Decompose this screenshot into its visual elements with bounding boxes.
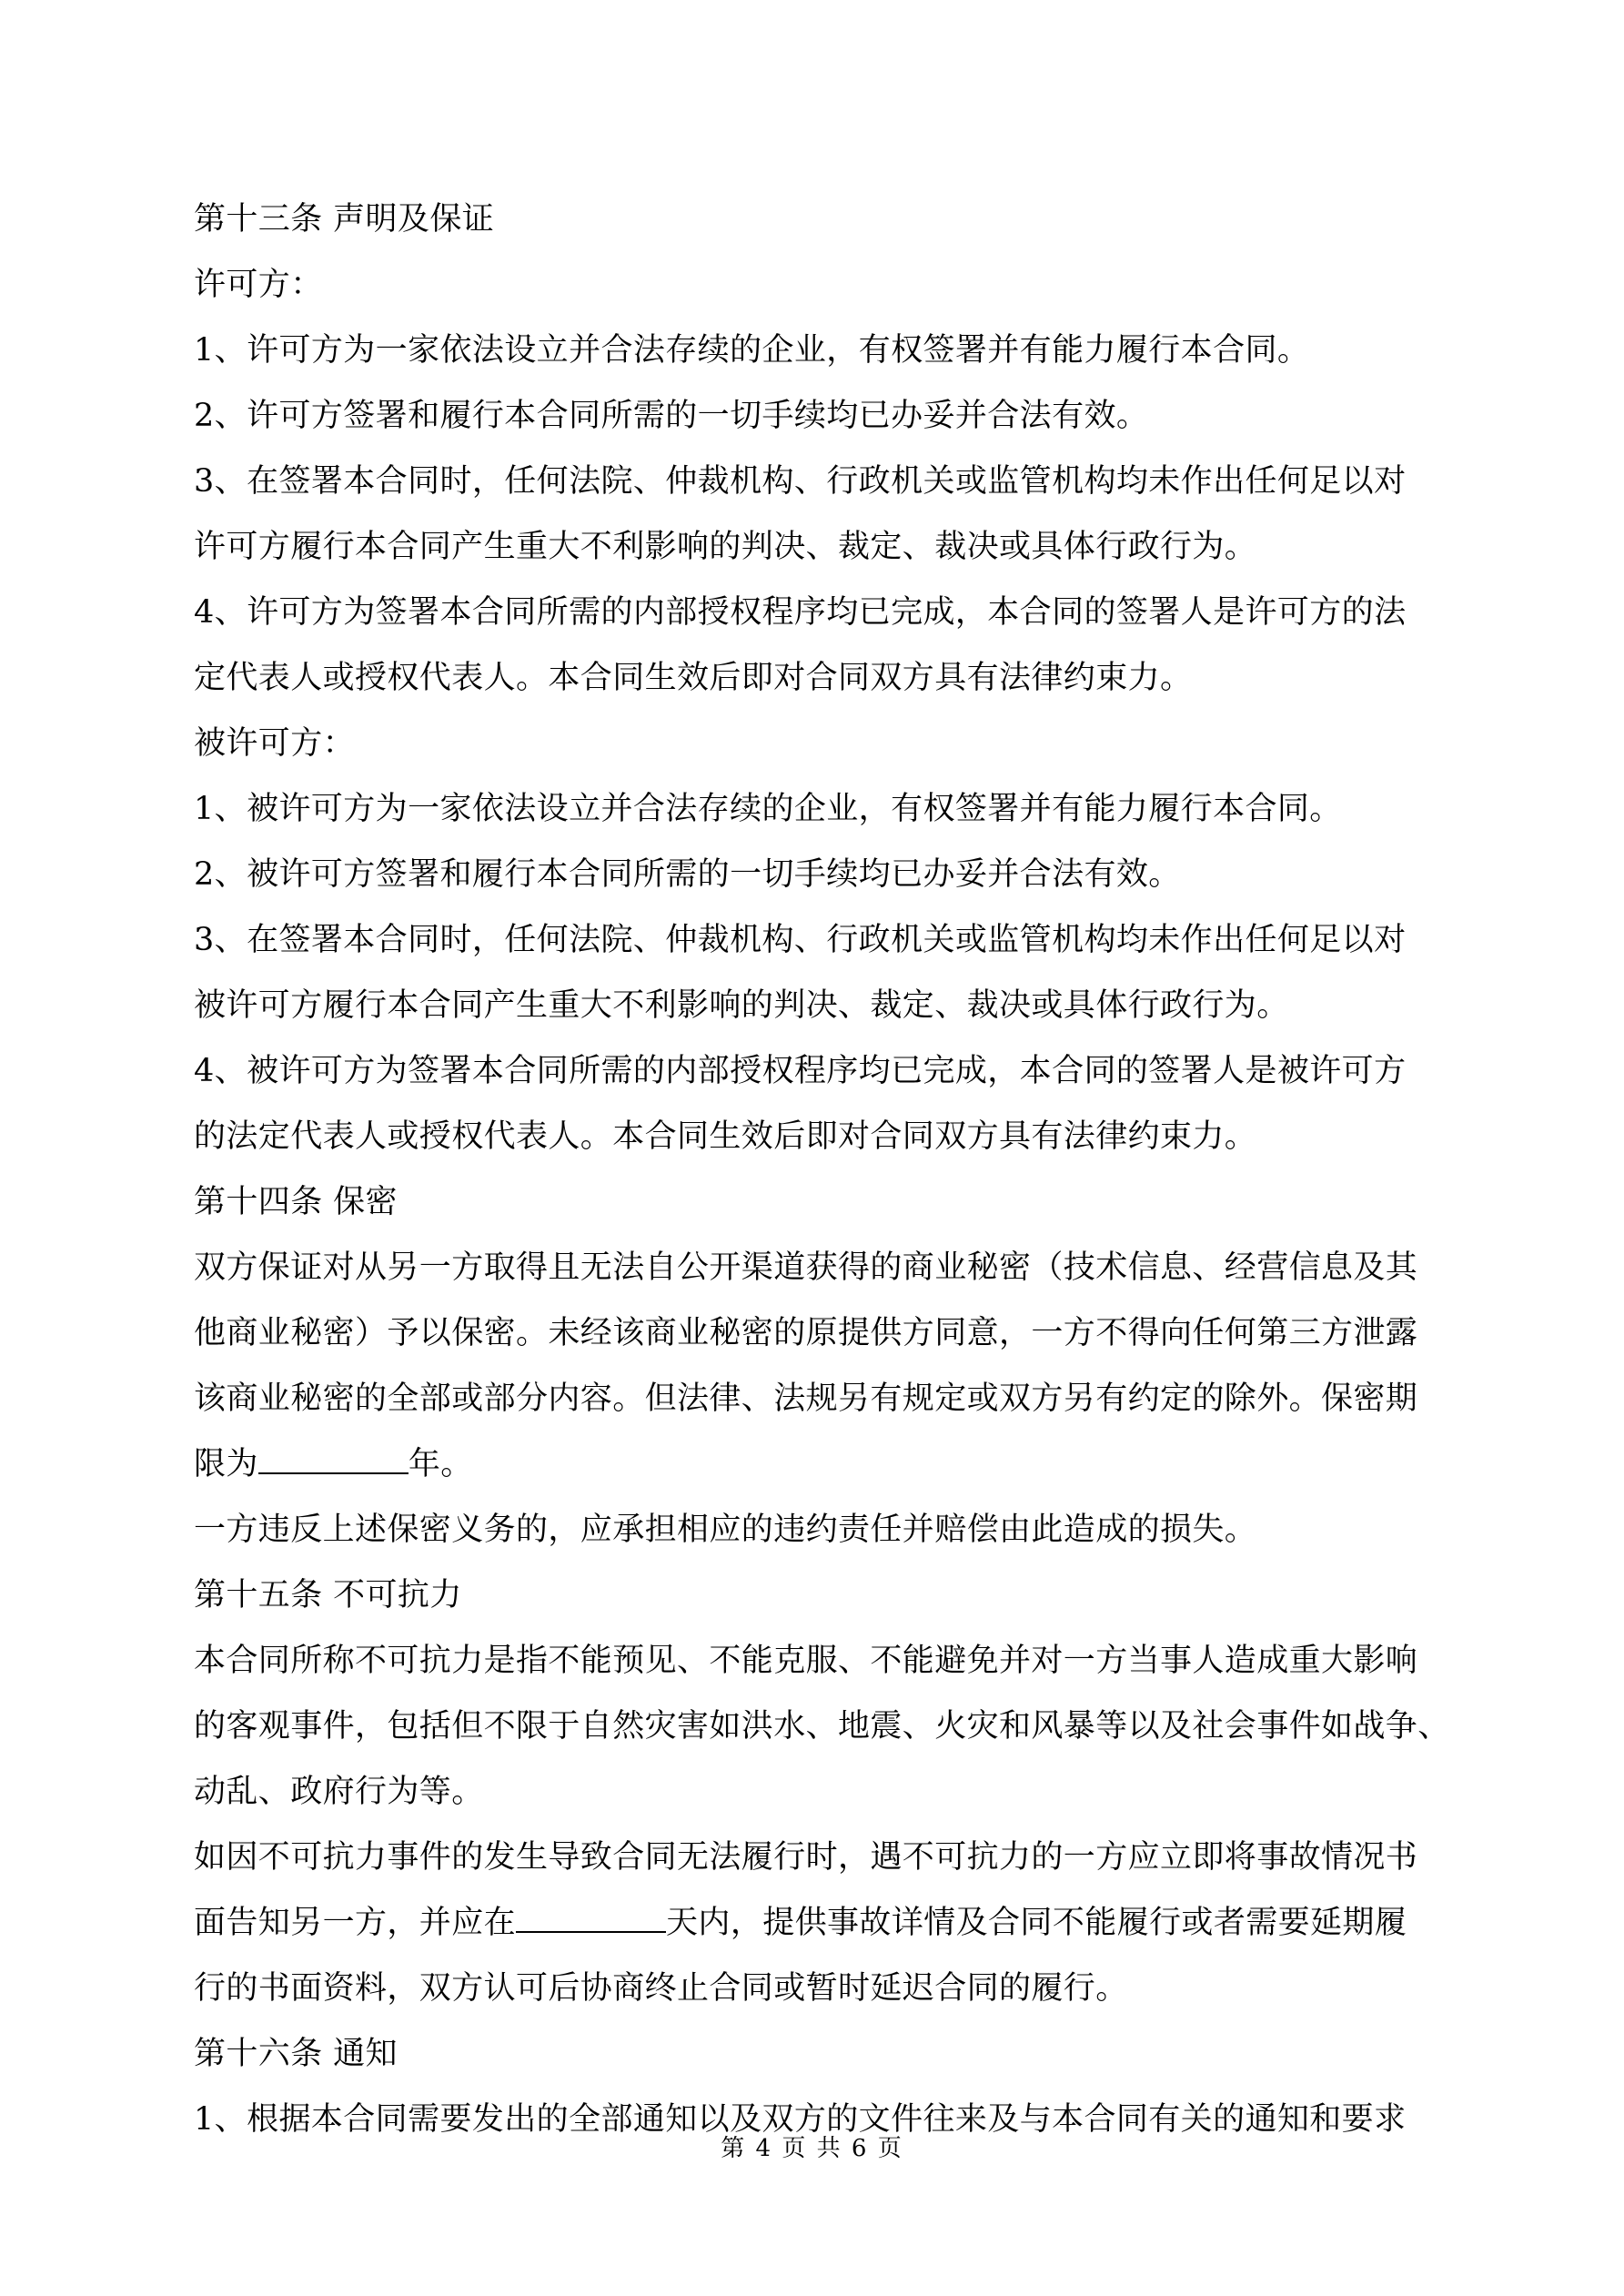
paragraph-line: 1、根据本合同需要发出的全部通知以及双方的文件往来及与本合同有关的通知和要求 [194,2101,1407,2138]
paragraph-line: 的法定代表人或授权代表人。本合同生效后即对合同双方具有法律约束力。 [194,1118,1257,1155]
paragraph-line: 1、许可方为一家依法设立并合法存续的企业，有权签署并有能力履行本合同。 [194,332,1310,369]
document-body [194,187,1449,2152]
paragraph-line: 4、许可方为签署本合同所需的内部授权程序均已完成，本合同的签署人是许可方的法 [194,594,1407,631]
licensee-label: 被许可方： [194,725,356,762]
paragraph-line: 3、在签署本合同时，任何法院、仲裁机构、行政机关或监管机构均未作出任何足以对 [194,922,1407,958]
paragraph-line: 3、在签署本合同时，任何法院、仲裁机构、行政机关或监管机构均未作出任何足以对 [194,463,1407,500]
paragraph-line: 2、被许可方签署和履行本合同所需的一切手续均已办妥并合法有效。 [194,856,1181,893]
paragraph-line: 该商业秘密的全部或部分内容。但法律、法规另有规定或双方另有约定的除外。保密期 [194,1381,1418,1417]
period-prefix: 限为 [194,1446,258,1482]
page-footer: 第 4 页 共 6 页 [721,2135,903,2162]
days-blank-field[interactable] [516,1904,666,1933]
paragraph-line: 行的书面资料，双方认可后协商终止合同或暂时延迟合同的履行。 [194,1970,1128,2007]
confidentiality-period-line [194,1431,1449,1497]
days-suffix: 天内，提供事故详情及合同不能履行或者需要延期履 [666,1905,1407,1941]
paragraph-line: 4、被许可方为签署本合同所需的内部授权程序均已完成，本合同的签署人是被许可方 [194,1053,1407,1089]
notice-days-line [194,1890,1449,1956]
article-14-heading: 第十四条 保密 [194,1184,398,1220]
paragraph-line: 的客观事件，包括但不限于自然灾害如洪水、地震、火灾和风暴等以及社会事件如战争、 [194,1708,1450,1745]
period-suffix: 年。 [408,1446,473,1482]
paragraph-line: 定代表人或授权代表人。本合同生效后即对合同双方具有法律约束力。 [194,660,1193,696]
paragraph-line: 1、被许可方为一家依法设立并合法存续的企业，有权签署并有能力履行本合同。 [194,791,1342,827]
paragraph-line: 被许可方履行本合同产生重大不利影响的判决、裁定、裁决或具体行政行为。 [194,987,1289,1024]
paragraph-line: 本合同所称不可抗力是指不能预见、不能克服、不能避免并对一方当事人造成重大影响 [194,1643,1418,1679]
years-blank-field[interactable] [258,1445,409,1474]
paragraph-line: 如因不可抗力事件的发生导致合同无法履行时，遇不可抗力的一方应立即将事故情况书 [194,1839,1418,1876]
paragraph-line: 许可方履行本合同产生重大不利影响的判决、裁定、裁决或具体行政行为。 [194,529,1257,565]
article-16-heading: 第十六条 通知 [194,2036,398,2072]
article-15-heading: 第十五条 不可抗力 [194,1577,462,1613]
paragraph-line: 一方违反上述保密义务的，应承担相应的违约责任并赔偿由此造成的损失。 [194,1512,1257,1548]
paragraph-line: 动乱、政府行为等。 [194,1774,484,1810]
days-prefix: 面告知另一方，并应在 [194,1905,517,1941]
licensor-label: 许可方： [194,267,323,303]
paragraph-line: 2、许可方签署和履行本合同所需的一切手续均已办妥并合法有效。 [194,398,1149,434]
paragraph-line: 他商业秘密）予以保密。未经该商业秘密的原提供方同意，一方不得向任何第三方泄露 [194,1315,1418,1351]
paragraph-line: 双方保证对从另一方取得且无法自公开渠道获得的商业秘密（技术信息、经营信息及其 [194,1249,1418,1286]
article-13-heading: 第十三条 声明及保证 [194,201,495,238]
